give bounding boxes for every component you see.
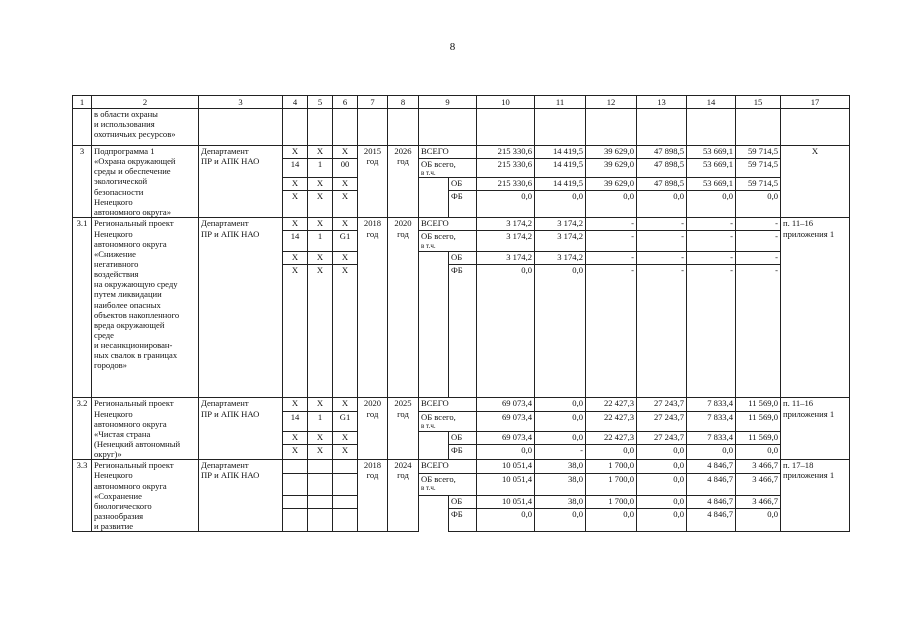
- amount-cell: 39 629,0: [586, 159, 637, 178]
- amount-cell: -: [586, 252, 637, 265]
- budget-code-cell: Х: [308, 191, 333, 218]
- header-cell: 9: [419, 96, 477, 109]
- header-cell: 1: [73, 96, 92, 109]
- budget-code-cell: [333, 509, 358, 532]
- budget-code-cell: Х: [308, 444, 333, 459]
- budget-code-cell: 14: [283, 411, 308, 431]
- amount-cell: 0,0: [637, 460, 687, 474]
- budget-code-cell: Х: [308, 218, 333, 231]
- funding-source-label: ФБ: [449, 191, 477, 218]
- amount-cell: 38,0: [535, 460, 586, 474]
- amount-cell: 14 419,5: [535, 178, 586, 191]
- funding-source-text: ОБ всего,: [421, 411, 456, 422]
- budget-code-cell: Х: [283, 191, 308, 218]
- budget-code-cell: 14: [283, 231, 308, 252]
- budget-code-cell: Х: [308, 252, 333, 265]
- budget-code-cell: [333, 473, 358, 495]
- budget-code-cell: [333, 460, 358, 474]
- budget-code-cell: [308, 460, 333, 474]
- amount-cell: -: [687, 265, 736, 398]
- budget-code-cell: Х: [283, 218, 308, 231]
- program-number: 3.1: [73, 218, 92, 398]
- amount-cell: 0,0: [535, 431, 586, 444]
- budget-code-cell: [333, 495, 358, 509]
- funding-source-label: ОБ: [449, 252, 477, 265]
- program-name: Региональный проект Ненецкого автономного округа «Снижение негативного воздействия на окружающую среду путем ликвидации наиболее опасных объектов накопленного вреда окружающей среде и несанкционирован- ных свалок в границах городов»: [92, 218, 199, 398]
- funding-source-label: ФБ: [449, 444, 477, 459]
- budget-code-cell: 1: [308, 159, 333, 178]
- amount-cell: -: [637, 231, 687, 252]
- amount-cell: 0,0: [736, 444, 781, 459]
- empty-cell: [736, 109, 781, 146]
- program-number: 3.2: [73, 398, 92, 460]
- amount-cell: 69 073,4: [477, 431, 535, 444]
- empty-cell: [419, 178, 449, 191]
- amount-cell: -: [736, 218, 781, 231]
- budget-code-cell: Х: [308, 431, 333, 444]
- funding-source-label: ФБ: [449, 509, 477, 532]
- end-year: 2024 год: [388, 460, 419, 532]
- amount-cell: 0,0: [637, 444, 687, 459]
- program-number: 3: [73, 146, 92, 218]
- budget-code-cell: [308, 509, 333, 532]
- amount-cell: -: [586, 218, 637, 231]
- program-note: п. 17–18 приложения 1: [781, 460, 850, 532]
- program-row: [73, 218, 850, 231]
- amount-cell: 7 833,4: [687, 431, 736, 444]
- empty-cell: [419, 265, 449, 398]
- amount-cell: 215 330,6: [477, 146, 535, 159]
- budget-code-cell: Х: [333, 398, 358, 411]
- amount-cell: 59 714,5: [736, 178, 781, 191]
- amount-cell: -: [637, 218, 687, 231]
- budget-code-cell: Х: [333, 252, 358, 265]
- header-cell: 8: [388, 96, 419, 109]
- budget-code-cell: Х: [333, 265, 358, 398]
- amount-cell: 0,0: [535, 411, 586, 431]
- funding-source-text: ВСЕГО: [421, 146, 449, 156]
- funding-source-label: ОБ: [449, 178, 477, 191]
- budget-code-cell: Х: [333, 191, 358, 218]
- start-year: 2018 год: [358, 218, 388, 398]
- empty-cell: [477, 109, 535, 146]
- header-cell: 7: [358, 96, 388, 109]
- program-name: Региональный проект Ненецкого автономного округа «Сохранение биологического разнообразия и развитие: [92, 460, 199, 532]
- budget-code-cell: G1: [333, 231, 358, 252]
- amount-cell: 38,0: [535, 495, 586, 509]
- budget-code-cell: [283, 460, 308, 474]
- amount-cell: 1 700,0: [586, 473, 637, 495]
- budget-code-cell: Х: [308, 398, 333, 411]
- budget-code-cell: [308, 473, 333, 495]
- amount-cell: 22 427,3: [586, 431, 637, 444]
- amount-cell: 1 700,0: [586, 460, 637, 474]
- amount-cell: 14 419,5: [535, 159, 586, 178]
- amount-cell: 69 073,4: [477, 398, 535, 411]
- amount-cell: 3 466,7: [736, 460, 781, 474]
- empty-cell: [419, 191, 449, 218]
- program-number: 3.3: [73, 460, 92, 532]
- funding-source-label: ОБ: [449, 431, 477, 444]
- amount-cell: 53 669,1: [687, 178, 736, 191]
- program-note: п. 11–16 приложения 1: [781, 398, 850, 460]
- budget-code-cell: Х: [283, 444, 308, 459]
- budget-code-cell: 1: [308, 411, 333, 431]
- amount-cell: -: [586, 265, 637, 398]
- empty-cell: [419, 431, 449, 444]
- funding-source-label: [419, 398, 477, 411]
- header-cell: 6: [333, 96, 358, 109]
- funding-source-label: [419, 231, 477, 252]
- amount-cell: 215 330,6: [477, 178, 535, 191]
- program-row: [73, 460, 850, 474]
- header-cell: 12: [586, 96, 637, 109]
- start-year: 2020 год: [358, 398, 388, 460]
- budget-code-cell: Х: [283, 252, 308, 265]
- amount-cell: 0,0: [736, 509, 781, 532]
- budget-code-cell: Х: [333, 178, 358, 191]
- amount-cell: 0,0: [535, 398, 586, 411]
- program-row: [73, 146, 850, 159]
- funding-source-label: [419, 218, 477, 231]
- amount-cell: 3 174,2: [535, 218, 586, 231]
- header-cell: 11: [535, 96, 586, 109]
- amount-cell: 0,0: [535, 265, 586, 398]
- funding-source-text: ВСЕГО: [421, 460, 449, 471]
- header-cell: 2: [92, 96, 199, 109]
- program-note: п. 11–16 приложения 1: [781, 218, 850, 398]
- amount-cell: 1 700,0: [586, 495, 637, 509]
- amount-cell: 47 898,5: [637, 159, 687, 178]
- empty-cell: [419, 444, 449, 459]
- header-cell: 4: [283, 96, 308, 109]
- budget-code-cell: Х: [333, 146, 358, 159]
- end-year: 2020 год: [388, 218, 419, 398]
- amount-cell: 47 898,5: [637, 146, 687, 159]
- funding-source-subtext: в т.ч.: [421, 483, 436, 492]
- budget-code-cell: Х: [283, 146, 308, 159]
- header-cell: 3: [199, 96, 283, 109]
- amount-cell: -: [586, 231, 637, 252]
- budget-code-cell: Х: [308, 265, 333, 398]
- amount-cell: 39 629,0: [586, 178, 637, 191]
- budget-code-cell: Х: [283, 431, 308, 444]
- empty-cell: [308, 109, 333, 146]
- amount-cell: -: [687, 252, 736, 265]
- amount-cell: 3 174,2: [535, 231, 586, 252]
- header-cell: 15: [736, 96, 781, 109]
- empty-cell: [781, 109, 850, 146]
- amount-cell: 215 330,6: [477, 159, 535, 178]
- amount-cell: 47 898,5: [637, 178, 687, 191]
- empty-cell: [419, 509, 449, 532]
- amount-cell: -: [687, 218, 736, 231]
- empty-cell: [199, 109, 283, 146]
- budget-code-cell: Х: [333, 444, 358, 459]
- amount-cell: 4 846,7: [687, 509, 736, 532]
- empty-cell: [637, 109, 687, 146]
- funding-source-label: [419, 159, 477, 178]
- header-cell: 10: [477, 96, 535, 109]
- amount-cell: 3 174,2: [477, 252, 535, 265]
- empty-cell: [333, 109, 358, 146]
- funding-source-text: ОБ всего,: [421, 473, 456, 484]
- program-executor: Департамент ПР и АПК НАО: [199, 460, 283, 532]
- program-executor: Департамент ПР и АПК НАО: [199, 146, 283, 218]
- amount-cell: 27 243,7: [637, 398, 687, 411]
- program-note: Х: [781, 146, 850, 218]
- page-number: 8: [449, 41, 456, 53]
- header-cell: 5: [308, 96, 333, 109]
- program-executor: Департамент ПР и АПК НАО: [199, 218, 283, 398]
- program-row: [73, 398, 850, 411]
- amount-cell: 10 051,4: [477, 473, 535, 495]
- table-header-row: [73, 96, 850, 109]
- start-year: 2015 год: [358, 146, 388, 218]
- funding-source-subtext: в т.ч.: [421, 421, 436, 430]
- funding-source-label: [419, 146, 477, 159]
- amount-cell: 10 051,4: [477, 460, 535, 474]
- continuation-text: в области охраны и использования охотничьих ресурсов»: [92, 109, 199, 146]
- amount-cell: 22 427,3: [586, 398, 637, 411]
- empty-cell: [535, 109, 586, 146]
- empty-cell: [358, 109, 388, 146]
- amount-cell: 53 669,1: [687, 159, 736, 178]
- amount-cell: 53 669,1: [687, 146, 736, 159]
- amount-cell: 11 569,0: [736, 411, 781, 431]
- amount-cell: 10 051,4: [477, 495, 535, 509]
- amount-cell: 4 846,7: [687, 495, 736, 509]
- empty-cell: [419, 495, 449, 509]
- amount-cell: -: [736, 265, 781, 398]
- amount-cell: 0,0: [637, 509, 687, 532]
- budget-code-cell: 1: [308, 231, 333, 252]
- amount-cell: 0,0: [477, 191, 535, 218]
- amount-cell: 59 714,5: [736, 146, 781, 159]
- funding-source-label: [419, 473, 477, 495]
- funding-source-text: ОБ всего,: [421, 231, 456, 242]
- amount-cell: 0,0: [586, 444, 637, 459]
- amount-cell: 0,0: [687, 444, 736, 459]
- amount-cell: 3 174,2: [477, 231, 535, 252]
- amount-cell: 0,0: [637, 191, 687, 218]
- budget-code-cell: Х: [333, 218, 358, 231]
- budget-code-cell: [283, 473, 308, 495]
- program-name: Региональный проект Ненецкого автономного округа «Чистая страна (Ненецкий автономный округ)»: [92, 398, 199, 460]
- end-year: 2026 год: [388, 146, 419, 218]
- start-year: 2018 год: [358, 460, 388, 532]
- amount-cell: 0,0: [477, 509, 535, 532]
- funding-source-label: ФБ: [449, 265, 477, 398]
- amount-cell: 3 174,2: [535, 252, 586, 265]
- amount-cell: 59 714,5: [736, 159, 781, 178]
- funding-source-subtext: в т.ч.: [421, 241, 436, 250]
- amount-cell: -: [736, 252, 781, 265]
- header-cell: 13: [637, 96, 687, 109]
- header-cell: 17: [781, 96, 850, 109]
- amount-cell: 0,0: [736, 191, 781, 218]
- end-year: 2025 год: [388, 398, 419, 460]
- budget-table: [72, 95, 850, 532]
- amount-cell: 11 569,0: [736, 398, 781, 411]
- amount-cell: 39 629,0: [586, 146, 637, 159]
- budget-code-cell: [283, 509, 308, 532]
- budget-code-cell: Х: [308, 146, 333, 159]
- amount-cell: -: [637, 252, 687, 265]
- continuation-row: [73, 109, 850, 146]
- amount-cell: 0,0: [637, 473, 687, 495]
- amount-cell: 14 419,5: [535, 146, 586, 159]
- amount-cell: 3 466,7: [736, 495, 781, 509]
- amount-cell: 0,0: [535, 191, 586, 218]
- amount-cell: 38,0: [535, 473, 586, 495]
- budget-code-cell: [283, 495, 308, 509]
- empty-cell: [419, 109, 477, 146]
- amount-cell: 0,0: [687, 191, 736, 218]
- amount-cell: 4 846,7: [687, 473, 736, 495]
- header-cell: 14: [687, 96, 736, 109]
- amount-cell: 3 466,7: [736, 473, 781, 495]
- amount-cell: 7 833,4: [687, 398, 736, 411]
- amount-cell: 0,0: [637, 495, 687, 509]
- funding-source-label: ОБ: [449, 495, 477, 509]
- budget-code-cell: Х: [283, 178, 308, 191]
- amount-cell: 0,0: [586, 509, 637, 532]
- budget-code-cell: 00: [333, 159, 358, 178]
- empty-cell: [419, 252, 449, 265]
- empty-cell: [283, 109, 308, 146]
- amount-cell: 7 833,4: [687, 411, 736, 431]
- amount-cell: -: [687, 231, 736, 252]
- budget-code-cell: Х: [333, 431, 358, 444]
- empty-cell: [687, 109, 736, 146]
- funding-source-text: ОБ всего,: [421, 159, 456, 169]
- amount-cell: 0,0: [586, 191, 637, 218]
- amount-cell: -: [736, 231, 781, 252]
- empty-cell: [586, 109, 637, 146]
- program-name: Подпрограмма 1 «Охрана окружающей среды и обеспечение экологической безопасности Ненецкого автономного округа»: [92, 146, 199, 218]
- funding-source-subtext: в т.ч.: [421, 169, 436, 178]
- amount-cell: 0,0: [477, 444, 535, 459]
- funding-source-label: [419, 460, 477, 474]
- amount-cell: 27 243,7: [637, 411, 687, 431]
- empty-cell: [73, 109, 92, 146]
- budget-code-cell: 14: [283, 159, 308, 178]
- amount-cell: 69 073,4: [477, 411, 535, 431]
- budget-code-cell: G1: [333, 411, 358, 431]
- budget-code-cell: [308, 495, 333, 509]
- amount-cell: 3 174,2: [477, 218, 535, 231]
- amount-cell: -: [637, 265, 687, 398]
- funding-source-label: [419, 411, 477, 431]
- amount-cell: 4 846,7: [687, 460, 736, 474]
- budget-code-cell: Х: [283, 265, 308, 398]
- amount-cell: -: [535, 444, 586, 459]
- empty-cell: [388, 109, 419, 146]
- budget-code-cell: Х: [308, 178, 333, 191]
- funding-source-text: ВСЕГО: [421, 398, 449, 409]
- amount-cell: 22 427,3: [586, 411, 637, 431]
- budget-code-cell: Х: [283, 398, 308, 411]
- amount-cell: 0,0: [535, 509, 586, 532]
- funding-source-text: ВСЕГО: [421, 218, 449, 229]
- program-executor: Департамент ПР и АПК НАО: [199, 398, 283, 460]
- amount-cell: 27 243,7: [637, 431, 687, 444]
- amount-cell: 0,0: [477, 265, 535, 398]
- amount-cell: 11 569,0: [736, 431, 781, 444]
